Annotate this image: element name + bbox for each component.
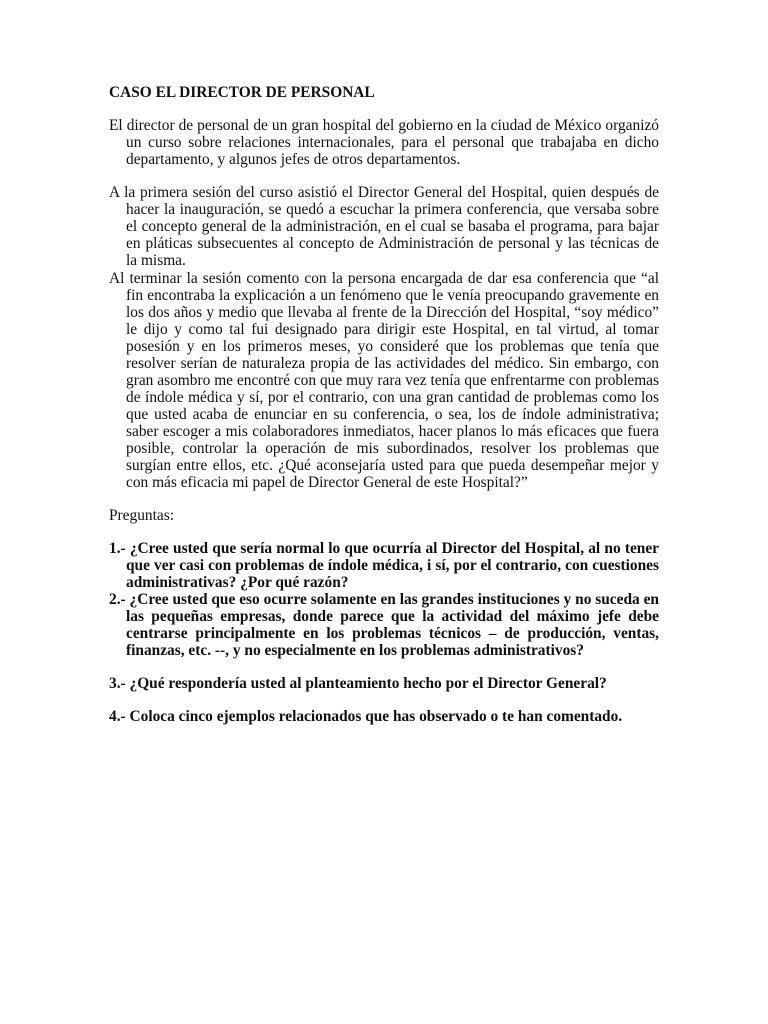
question-1: 1.- ¿Cree usted que sería normal lo que ocurría al Director del Hospital, al no tener que ver casi con problemas de índole médica, i sí, por el contrario, con cuestiones administrativas? ¿Por qué razón? — [109, 540, 659, 591]
document-page — [109, 84, 659, 725]
question-4: 4.- Coloca cinco ejemplos relacionados que has observado o te han comentado. — [109, 708, 623, 725]
question-2: 2.- ¿Cree usted que eso ocurre solamente en las grandes instituciones y no suceda en las pequeñas empresas, donde parece que la actividad del máximo jefe debe centrarse principalmente en los problemas técnicos – de producción, ventas, finanzas, etc. --, y no especialmente en los problemas administrativos? — [109, 591, 659, 659]
paragraph-intro: El director de personal de un gran hospital del gobierno en la ciudad de México organizó un curso sobre relaciones internacionales, para el personal que trabajaba en dicho departamento, y algunos jefes de otros departamentos. — [109, 117, 659, 168]
questions-label: Preguntas: — [109, 507, 174, 524]
paragraph-director-quote: Al terminar la sesión comento con la persona encargada de dar esa conferencia que “al fin encontraba la explicación a un fenómeno que le venía preocupando gravemente en los dos años y medio que llevaba al frente de la Dirección del Hospital, “soy médico” le dijo y como tal fui designado para dirigir este Hospital, en tal virtud, al tomar posesión y en los primeros meses, yo consideré que los problemas que tenía que resolver serían de naturaleza propia de las actividades del médico. Sin embargo, con gran asombro me encontré con que muy rara vez tenía que enfrentarme con problemas de índole médica y sí, por el contrario, con una gran cantidad de problemas como los que usted acaba de enunciar en su conferencia, o sea, los de índole administrativa; saber escoger a mis colaboradores inmediatos, hacer planos lo más eficaces que fuera posible, controlar la operación de mis subordinados, resolver los problemas que surgían entre ellos, etc. ¿Qué aconsejaría usted para que pueda desempeñar mejor y con más eficacia mi papel de Director General de este Hospital?” — [109, 270, 659, 491]
paragraph-first-session: A la primera sesión del curso asistió el Director General del Hospital, quien después de hacer la inauguración, se quedó a escuchar la primera conferencia, que versaba sobre el concepto general de la administración, en el cual se basaba el programa, para bajar en pláticas subsecuentes al concepto de Administración de personal y las técnicas de la misma. — [109, 184, 659, 269]
document-title: CASO EL DIRECTOR DE PERSONAL — [109, 84, 375, 101]
question-3: 3.- ¿Qué respondería usted al planteamiento hecho por el Director General? — [109, 675, 607, 692]
